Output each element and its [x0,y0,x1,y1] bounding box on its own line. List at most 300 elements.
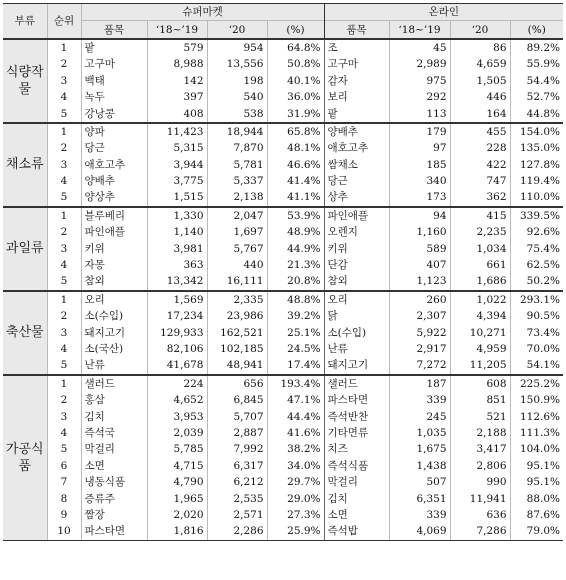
table-row [3,56,563,72]
supermarket-1819-cell: 41,678 [147,357,207,374]
online-pct-cell: 50.2% [510,273,563,290]
supermarket-item-cell: 양배추 [81,173,147,189]
online-item-cell: 돼지고기 [324,357,389,374]
header-rank: 순위 [47,4,81,39]
rank-cell: 3 [47,157,81,173]
online-20-cell: 11,941 [450,490,510,506]
online-pct-cell: 135.0% [510,140,563,156]
supermarket-1819-cell: 408 [147,105,207,122]
table-row [3,105,563,122]
growth-table-container [3,3,563,541]
supermarket-20-cell: 6,317 [207,458,267,474]
supermarket-20-cell: 16,111 [207,273,267,290]
table-row [3,273,563,290]
rank-cell: 5 [47,189,81,206]
online-20-cell: 4,659 [450,56,510,72]
online-item-cell: 샐러드 [324,375,389,392]
online-1819-cell: 6,351 [389,490,450,506]
online-item-cell: 난류 [324,341,389,357]
supermarket-item-cell: 양파 [81,123,147,140]
online-1819-cell: 1,675 [389,441,450,457]
table-row [3,39,563,56]
rank-cell: 6 [47,458,81,474]
supermarket-1819-cell: 2,020 [147,507,207,523]
online-item-cell: 막걸리 [324,474,389,490]
supermarket-1819-cell: 3,775 [147,173,207,189]
online-item-cell: 보리 [324,89,389,105]
online-item-cell: 감자 [324,73,389,89]
supermarket-item-cell: 고구마 [81,56,147,72]
online-1819-cell: 7,272 [389,357,450,374]
supermarket-20-cell: 5,337 [207,173,267,189]
supermarket-1819-cell: 17,234 [147,308,207,324]
table-row [3,474,563,490]
supermarket-item-cell: 강낭콩 [81,105,147,122]
supermarket-pct-cell: 53.9% [267,207,324,224]
online-pct-cell: 111.3% [510,425,563,441]
supermarket-pct-cell: 29.7% [267,474,324,490]
online-pct-cell: 44.8% [510,105,563,122]
online-item-cell: 팥 [324,105,389,122]
supermarket-20-cell: 13,556 [207,56,267,72]
header-super-20: ‘20 [207,21,267,39]
supermarket-item-cell: 짬장 [81,507,147,523]
rank-cell: 4 [47,173,81,189]
supermarket-item-cell: 참외 [81,273,147,290]
online-20-cell: 4,394 [450,308,510,324]
supermarket-item-cell: 팥 [81,39,147,56]
supermarket-item-cell: 소(수입) [81,308,147,324]
online-item-cell: 단감 [324,257,389,273]
supermarket-20-cell: 954 [207,39,267,56]
category-cell: 축산물 [3,291,47,375]
online-pct-cell: 52.7% [510,89,563,105]
rank-cell: 2 [47,140,81,156]
supermarket-20-cell: 2,571 [207,507,267,523]
table-row [3,341,563,357]
supermarket-1819-cell: 4,790 [147,474,207,490]
rank-cell: 4 [47,257,81,273]
table-row [3,375,563,392]
supermarket-20-cell: 7,992 [207,441,267,457]
table-row [3,140,563,156]
rank-cell: 10 [47,523,81,540]
online-pct-cell: 110.0% [510,189,563,206]
online-1819-cell: 45 [389,39,450,56]
category-cell: 채소류 [3,123,47,207]
online-item-cell: 치즈 [324,441,389,457]
supermarket-item-cell: 자몽 [81,257,147,273]
supermarket-pct-cell: 48.9% [267,224,324,240]
table-body [3,39,563,540]
online-1819-cell: 5,922 [389,324,450,340]
table-row [3,357,563,374]
online-pct-cell: 127.8% [510,157,563,173]
online-1819-cell: 2,307 [389,308,450,324]
supermarket-1819-cell: 8,988 [147,56,207,72]
online-pct-cell: 79.0% [510,523,563,540]
rank-cell: 4 [47,341,81,357]
online-20-cell: 415 [450,207,510,224]
supermarket-1819-cell: 4,652 [147,392,207,408]
supermarket-1819-cell: 5,785 [147,441,207,457]
online-1819-cell: 589 [389,240,450,256]
supermarket-pct-cell: 193.4% [267,375,324,392]
supermarket-1819-cell: 1,515 [147,189,207,206]
supermarket-item-cell: 키위 [81,240,147,256]
online-20-cell: 851 [450,392,510,408]
supermarket-pct-cell: 25.1% [267,324,324,340]
supermarket-pct-cell: 41.6% [267,425,324,441]
table-row [3,458,563,474]
table-row [3,425,563,441]
rank-cell: 2 [47,56,81,72]
supermarket-20-cell: 1,697 [207,224,267,240]
supermarket-20-cell: 2,535 [207,490,267,506]
online-1819-cell: 975 [389,73,450,89]
table-row [3,173,563,189]
table-row [3,224,563,240]
supermarket-1819-cell: 5,315 [147,140,207,156]
online-pct-cell: 104.0% [510,441,563,457]
online-20-cell: 4,959 [450,341,510,357]
table-row [3,123,563,140]
online-1819-cell: 173 [389,189,450,206]
supermarket-pct-cell: 50.8% [267,56,324,72]
supermarket-20-cell: 5,707 [207,408,267,424]
online-item-cell: 오렌지 [324,224,389,240]
supermarket-item-cell: 냉동식품 [81,474,147,490]
rank-cell: 8 [47,490,81,506]
category-cell: 과일류 [3,207,47,291]
online-pct-cell: 75.4% [510,240,563,256]
supermarket-1819-cell: 363 [147,257,207,273]
supermarket-item-cell: 애호고추 [81,157,147,173]
supermarket-20-cell: 5,767 [207,240,267,256]
rank-cell: 1 [47,207,81,224]
supermarket-pct-cell: 46.6% [267,157,324,173]
online-item-cell: 파스타면 [324,392,389,408]
supermarket-20-cell: 23,986 [207,308,267,324]
supermarket-1819-cell: 1,965 [147,490,207,506]
supermarket-20-cell: 2,286 [207,523,267,540]
supermarket-pct-cell: 65.8% [267,123,324,140]
table-row [3,490,563,506]
online-pct-cell: 95.1% [510,458,563,474]
online-1819-cell: 1,438 [389,458,450,474]
online-pct-cell: 90.5% [510,308,563,324]
online-item-cell: 참외 [324,273,389,290]
online-pct-cell: 70.0% [510,341,563,357]
online-20-cell: 521 [450,408,510,424]
supermarket-item-cell: 오리 [81,291,147,308]
online-1819-cell: 113 [389,105,450,122]
supermarket-20-cell: 2,138 [207,189,267,206]
online-pct-cell: 87.6% [510,507,563,523]
header-online-item: 품목 [324,21,389,39]
supermarket-1819-cell: 3,953 [147,408,207,424]
rank-cell: 2 [47,308,81,324]
supermarket-20-cell: 656 [207,375,267,392]
header-row-1 [3,4,563,21]
supermarket-item-cell: 샐러드 [81,375,147,392]
supermarket-1819-cell: 11,423 [147,123,207,140]
supermarket-1819-cell: 1,816 [147,523,207,540]
online-20-cell: 11,205 [450,357,510,374]
rank-cell: 5 [47,273,81,290]
online-20-cell: 661 [450,257,510,273]
online-item-cell: 기타면류 [324,425,389,441]
supermarket-pct-cell: 17.4% [267,357,324,374]
online-pct-cell: 88.0% [510,490,563,506]
supermarket-item-cell: 소면 [81,458,147,474]
table-header [3,4,563,39]
supermarket-item-cell: 난류 [81,357,147,374]
online-pct-cell: 89.2% [510,39,563,56]
supermarket-20-cell: 2,335 [207,291,267,308]
supermarket-1819-cell: 1,140 [147,224,207,240]
rank-cell: 2 [47,224,81,240]
online-20-cell: 1,022 [450,291,510,308]
online-20-cell: 2,806 [450,458,510,474]
online-1819-cell: 507 [389,474,450,490]
supermarket-pct-cell: 41.1% [267,189,324,206]
rank-cell: 4 [47,425,81,441]
online-20-cell: 164 [450,105,510,122]
online-pct-cell: 339.5% [510,207,563,224]
rank-cell: 1 [47,291,81,308]
online-20-cell: 636 [450,507,510,523]
online-20-cell: 362 [450,189,510,206]
online-1819-cell: 339 [389,392,450,408]
category-cell: 식량작물 [3,39,47,123]
supermarket-1819-cell: 579 [147,39,207,56]
supermarket-1819-cell: 3,944 [147,157,207,173]
online-pct-cell: 112.6% [510,408,563,424]
online-pct-cell: 119.4% [510,173,563,189]
rank-cell: 1 [47,123,81,140]
online-item-cell: 키위 [324,240,389,256]
online-item-cell: 상추 [324,189,389,206]
online-pct-cell: 62.5% [510,257,563,273]
online-20-cell: 990 [450,474,510,490]
online-1819-cell: 1,123 [389,273,450,290]
supermarket-item-cell: 녹두 [81,89,147,105]
supermarket-1819-cell: 1,569 [147,291,207,308]
online-pct-cell: 54.1% [510,357,563,374]
supermarket-item-cell: 당근 [81,140,147,156]
online-1819-cell: 1,035 [389,425,450,441]
supermarket-item-cell: 블루베리 [81,207,147,224]
online-pct-cell: 154.0% [510,123,563,140]
rank-cell: 2 [47,392,81,408]
supermarket-item-cell: 돼지고기 [81,324,147,340]
online-20-cell: 608 [450,375,510,392]
online-1819-cell: 185 [389,157,450,173]
header-supermarket: 슈퍼마켓 [81,4,324,21]
online-20-cell: 1,505 [450,73,510,89]
online-20-cell: 3,417 [450,441,510,457]
supermarket-pct-cell: 34.0% [267,458,324,474]
online-item-cell: 김치 [324,490,389,506]
online-1819-cell: 260 [389,291,450,308]
supermarket-item-cell: 파인애플 [81,224,147,240]
online-item-cell: 오리 [324,291,389,308]
supermarket-pct-cell: 48.1% [267,140,324,156]
rank-cell: 3 [47,73,81,89]
supermarket-1819-cell: 1,330 [147,207,207,224]
header-online-pct: (%) [510,21,563,39]
online-20-cell: 228 [450,140,510,156]
supermarket-pct-cell: 27.3% [267,507,324,523]
online-20-cell: 1,034 [450,240,510,256]
online-item-cell: 조 [324,39,389,56]
rank-cell: 5 [47,357,81,374]
header-super-1819: ‘18~’19 [147,21,207,39]
online-20-cell: 7,286 [450,523,510,540]
supermarket-20-cell: 538 [207,105,267,122]
table-row [3,507,563,523]
supermarket-pct-cell: 38.2% [267,441,324,457]
online-item-cell: 즉석반찬 [324,408,389,424]
online-item-cell: 당근 [324,173,389,189]
supermarket-pct-cell: 31.9% [267,105,324,122]
supermarket-20-cell: 48,941 [207,357,267,374]
table-row [3,207,563,224]
online-item-cell: 쌈채소 [324,157,389,173]
online-1819-cell: 187 [389,375,450,392]
online-1819-cell: 4,069 [389,523,450,540]
header-row-2 [3,21,563,39]
supermarket-pct-cell: 29.0% [267,490,324,506]
rank-cell: 1 [47,375,81,392]
supermarket-20-cell: 7,870 [207,140,267,156]
supermarket-item-cell: 소(국산) [81,341,147,357]
online-1819-cell: 339 [389,507,450,523]
online-pct-cell: 54.4% [510,73,563,89]
online-pct-cell: 293.1% [510,291,563,308]
supermarket-pct-cell: 47.1% [267,392,324,408]
table-row [3,308,563,324]
online-1819-cell: 245 [389,408,450,424]
online-1819-cell: 292 [389,89,450,105]
online-pct-cell: 73.4% [510,324,563,340]
online-item-cell: 애호고추 [324,140,389,156]
online-1819-cell: 1,160 [389,224,450,240]
header-online-20: ‘20 [450,21,510,39]
online-item-cell: 양배추 [324,123,389,140]
online-item-cell: 즉석식품 [324,458,389,474]
header-online-1819: ‘18~’19 [389,21,450,39]
supermarket-1819-cell: 2,039 [147,425,207,441]
supermarket-20-cell: 2,887 [207,425,267,441]
supermarket-20-cell: 162,521 [207,324,267,340]
table-row [3,408,563,424]
rank-cell: 3 [47,324,81,340]
supermarket-20-cell: 6,212 [207,474,267,490]
rank-cell: 7 [47,474,81,490]
table-row [3,257,563,273]
online-20-cell: 2,235 [450,224,510,240]
online-item-cell: 닭 [324,308,389,324]
online-1819-cell: 407 [389,257,450,273]
supermarket-1819-cell: 3,981 [147,240,207,256]
supermarket-20-cell: 102,185 [207,341,267,357]
table-row [3,189,563,206]
supermarket-item-cell: 양상추 [81,189,147,206]
supermarket-pct-cell: 44.9% [267,240,324,256]
supermarket-item-cell: 홍삼 [81,392,147,408]
table-row [3,441,563,457]
supermarket-20-cell: 6,845 [207,392,267,408]
table-row [3,157,563,173]
online-20-cell: 2,188 [450,425,510,441]
online-pct-cell: 92.6% [510,224,563,240]
rank-cell: 1 [47,39,81,56]
header-super-item: 품목 [81,21,147,39]
rank-cell: 3 [47,240,81,256]
online-pct-cell: 95.1% [510,474,563,490]
supermarket-item-cell: 막걸리 [81,441,147,457]
supermarket-item-cell: 김치 [81,408,147,424]
supermarket-20-cell: 2,047 [207,207,267,224]
rank-cell: 3 [47,408,81,424]
supermarket-pct-cell: 64.8% [267,39,324,56]
online-20-cell: 86 [450,39,510,56]
online-item-cell: 소면 [324,507,389,523]
online-1819-cell: 340 [389,173,450,189]
online-pct-cell: 55.9% [510,56,563,72]
online-20-cell: 10,271 [450,324,510,340]
online-item-cell: 파인애플 [324,207,389,224]
supermarket-item-cell: 증류주 [81,490,147,506]
online-20-cell: 446 [450,89,510,105]
online-item-cell: 즉석밥 [324,523,389,540]
rank-cell: 4 [47,89,81,105]
online-20-cell: 422 [450,157,510,173]
supermarket-pct-cell: 48.8% [267,291,324,308]
supermarket-pct-cell: 25.9% [267,523,324,540]
supermarket-20-cell: 198 [207,73,267,89]
supermarket-pct-cell: 39.2% [267,308,324,324]
table-row [3,324,563,340]
supermarket-item-cell: 백태 [81,73,147,89]
supermarket-pct-cell: 44.4% [267,408,324,424]
online-1819-cell: 97 [389,140,450,156]
online-pct-cell: 150.9% [510,392,563,408]
supermarket-1819-cell: 4,715 [147,458,207,474]
table-row [3,392,563,408]
supermarket-1819-cell: 82,106 [147,341,207,357]
supermarket-pct-cell: 24.5% [267,341,324,357]
supermarket-1819-cell: 129,933 [147,324,207,340]
header-online: 온라인 [324,4,563,21]
online-1819-cell: 179 [389,123,450,140]
supermarket-pct-cell: 21.3% [267,257,324,273]
category-cell: 가공식품 [3,375,47,540]
table-row [3,523,563,540]
supermarket-20-cell: 540 [207,89,267,105]
supermarket-20-cell: 5,781 [207,157,267,173]
online-20-cell: 1,686 [450,273,510,290]
supermarket-1819-cell: 142 [147,73,207,89]
table-row [3,240,563,256]
table-row [3,291,563,308]
table-row [3,89,563,105]
online-20-cell: 747 [450,173,510,189]
supermarket-pct-cell: 41.4% [267,173,324,189]
table-row [3,73,563,89]
